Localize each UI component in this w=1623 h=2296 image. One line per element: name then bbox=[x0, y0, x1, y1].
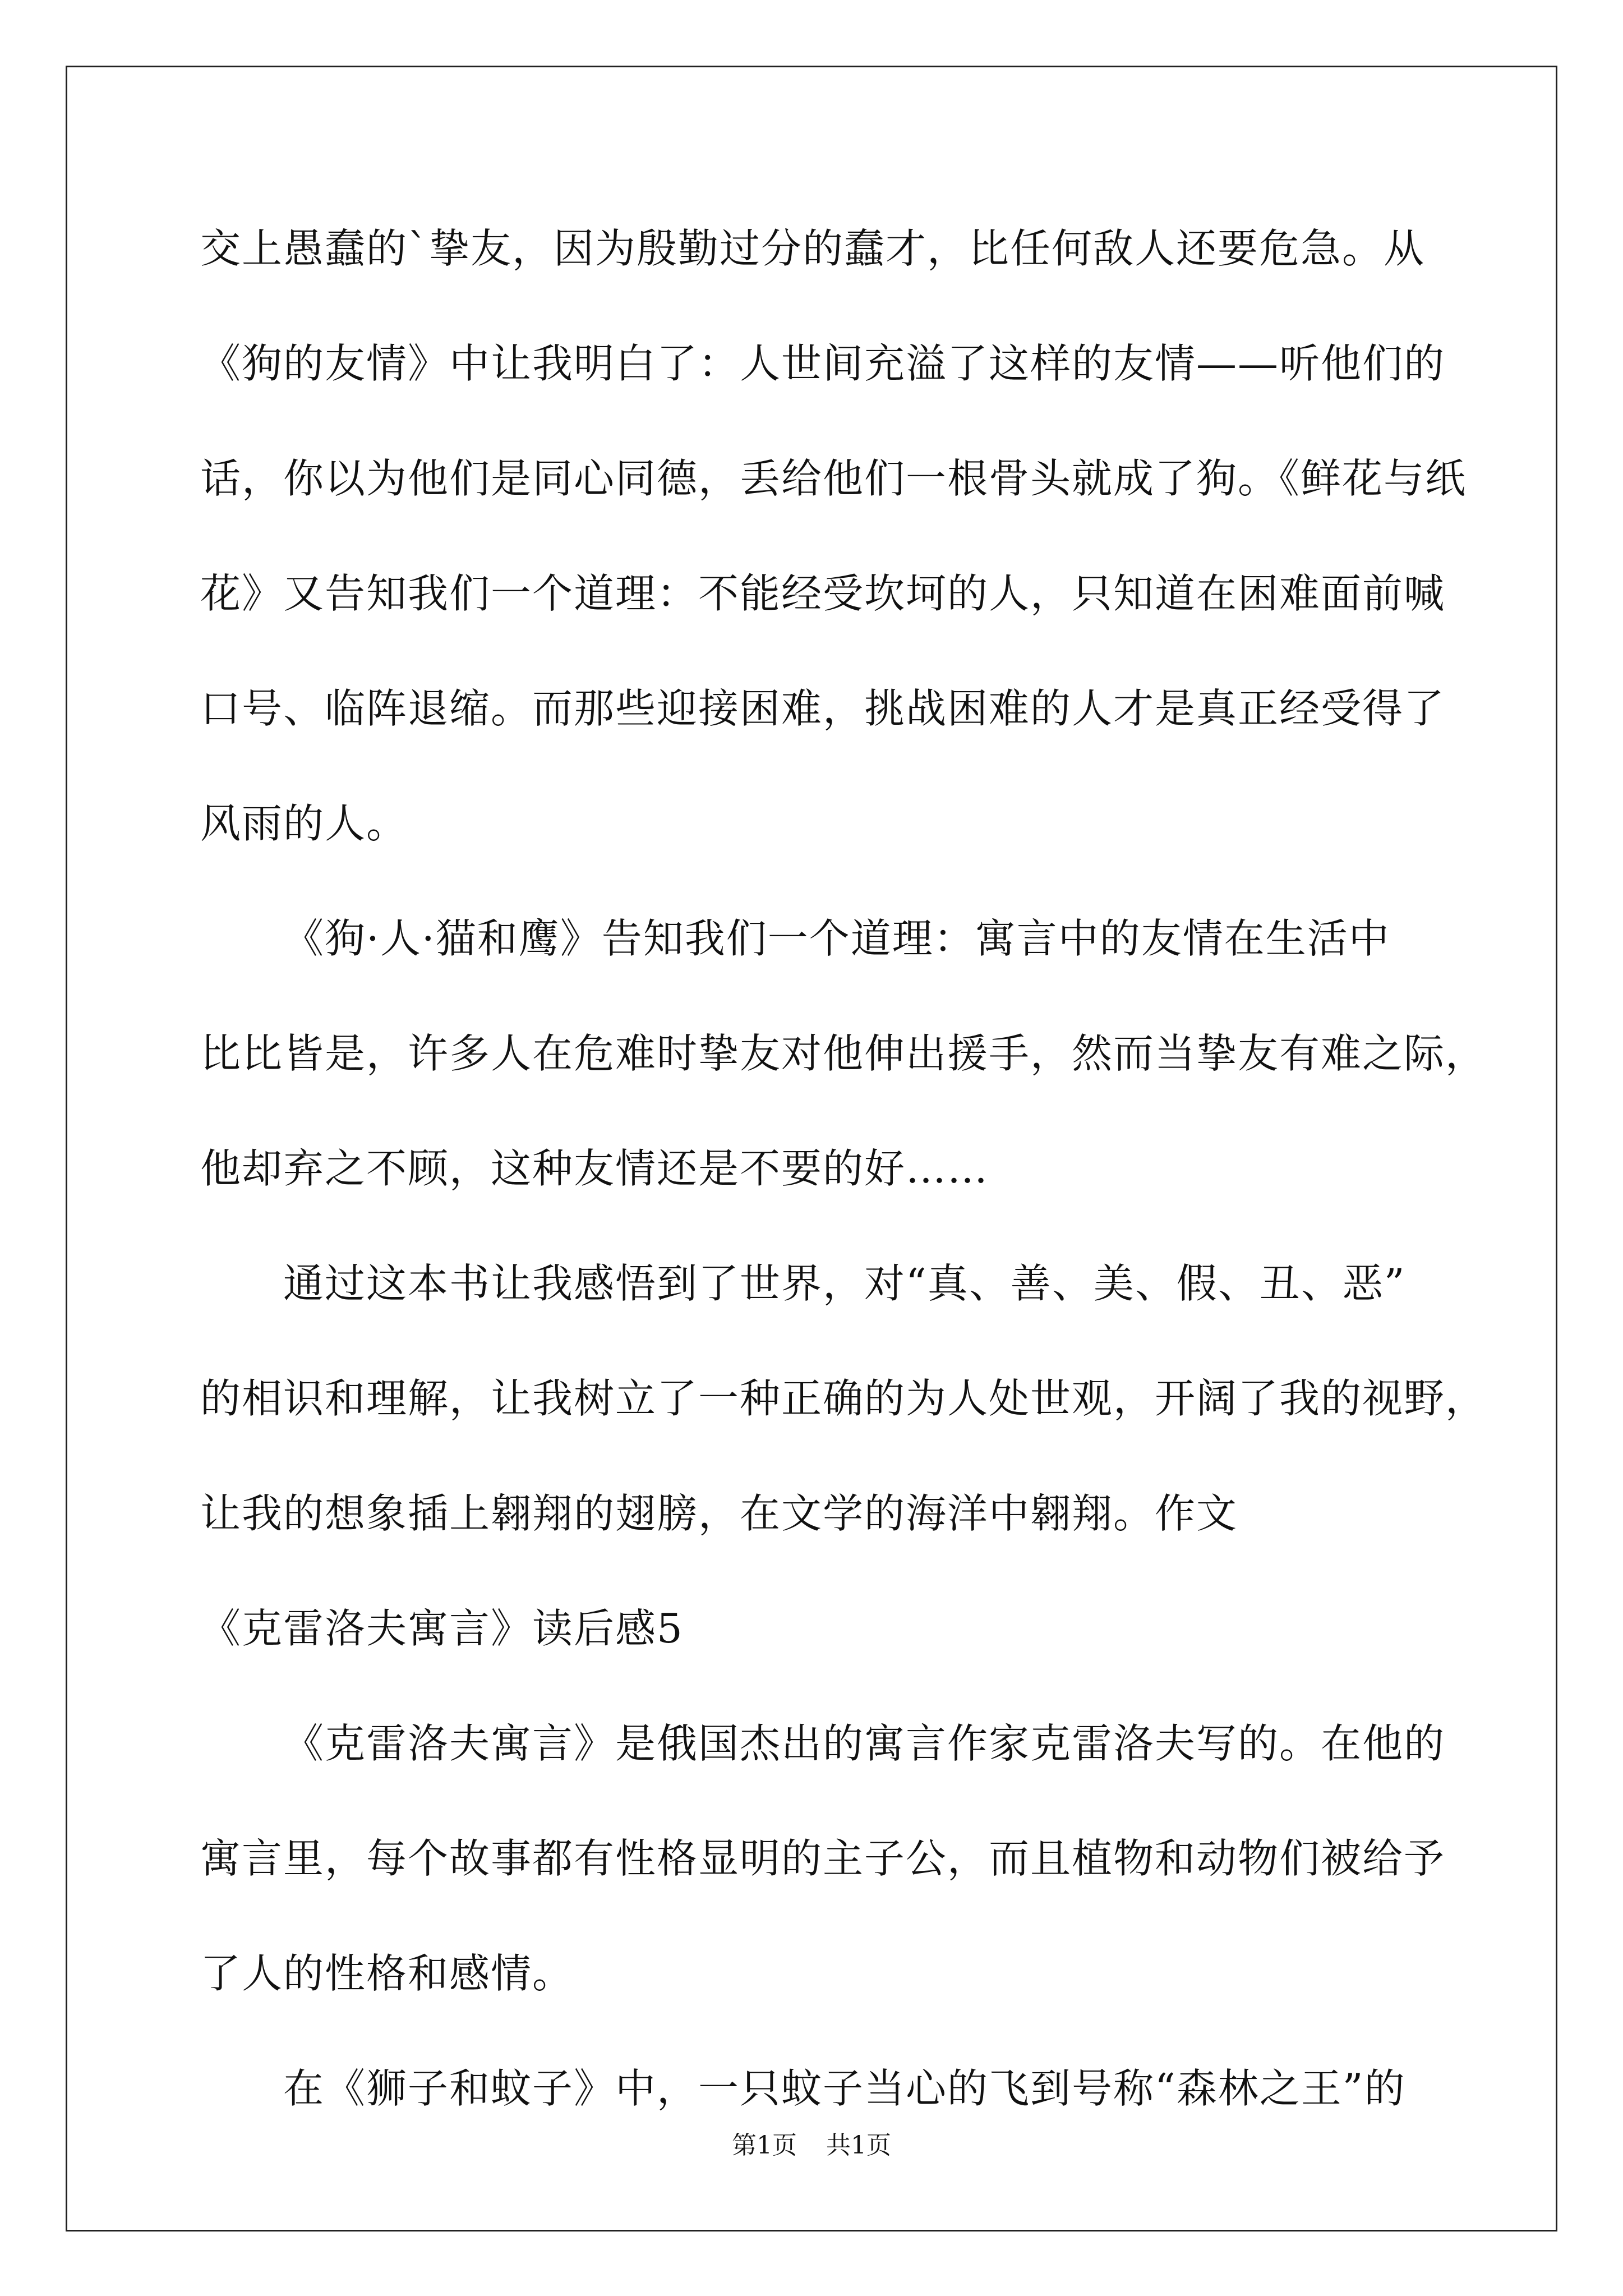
text-line: 风雨的人。 bbox=[200, 800, 408, 847]
text-line: 他却弃之不顾，这种友情还是不要的好…… bbox=[200, 1145, 989, 1192]
text-line: 在《狮子和蚊子》中，一只蚊子当心的飞到号称“森林之王”的 bbox=[283, 2065, 1406, 2112]
text-line: 《狗·人·猫和鹰》告知我们一个道理：寓言中的友情在生活中 bbox=[283, 915, 1390, 962]
text-line: 寓言里，每个故事都有性格显明的主子公，而且植物和动物们被给予 bbox=[200, 1835, 1446, 1882]
page-number: 第1页 bbox=[732, 2131, 797, 2160]
section-heading: 《克雷洛夫寓言》读后感5 bbox=[200, 1605, 684, 1652]
text-line: 话，你以为他们是同心同德，丢给他们一根骨头就成了狗。《鲜花与纸 bbox=[200, 455, 1467, 502]
text-line: 《狗的友情》中让我明白了：人世间充溢了这样的友情——听他们的 bbox=[200, 340, 1446, 387]
text-line: 《克雷洛夫寓言》是俄国杰出的寓言作家克雷洛夫写的。在他的 bbox=[283, 1720, 1446, 1767]
text-line: 交上愚蠢的`挚友，因为殷勤过分的蠢才，比任何敌人还要危急。从 bbox=[200, 225, 1426, 272]
text-line: 花》又告知我们一个道理：不能经受坎坷的人，只知道在困难面前喊 bbox=[200, 570, 1446, 617]
text-line: 让我的想象插上翱翔的翅膀，在文学的海洋中翱翔。作文 bbox=[200, 1490, 1238, 1537]
document-body bbox=[200, 208, 1487, 2162]
text-line: 的相识和理解，让我树立了一种正确的为人处世观，开阔了我的视野， bbox=[200, 1375, 1487, 1422]
page-footer bbox=[0, 2129, 1623, 2162]
text-line: 口号、临阵退缩。而那些迎接困难，挑战困难的人才是真正经受得了 bbox=[200, 685, 1446, 732]
page-total: 共1页 bbox=[826, 2131, 891, 2160]
text-line: 通过这本书让我感悟到了世界，对“真、善、美、假、丑、恶” bbox=[283, 1260, 1406, 1307]
text-line: 比比皆是，许多人在危难时挚友对他伸出援手，然而当挚友有难之际， bbox=[200, 1030, 1487, 1077]
text-line: 了人的性格和感情。 bbox=[200, 1950, 574, 1997]
